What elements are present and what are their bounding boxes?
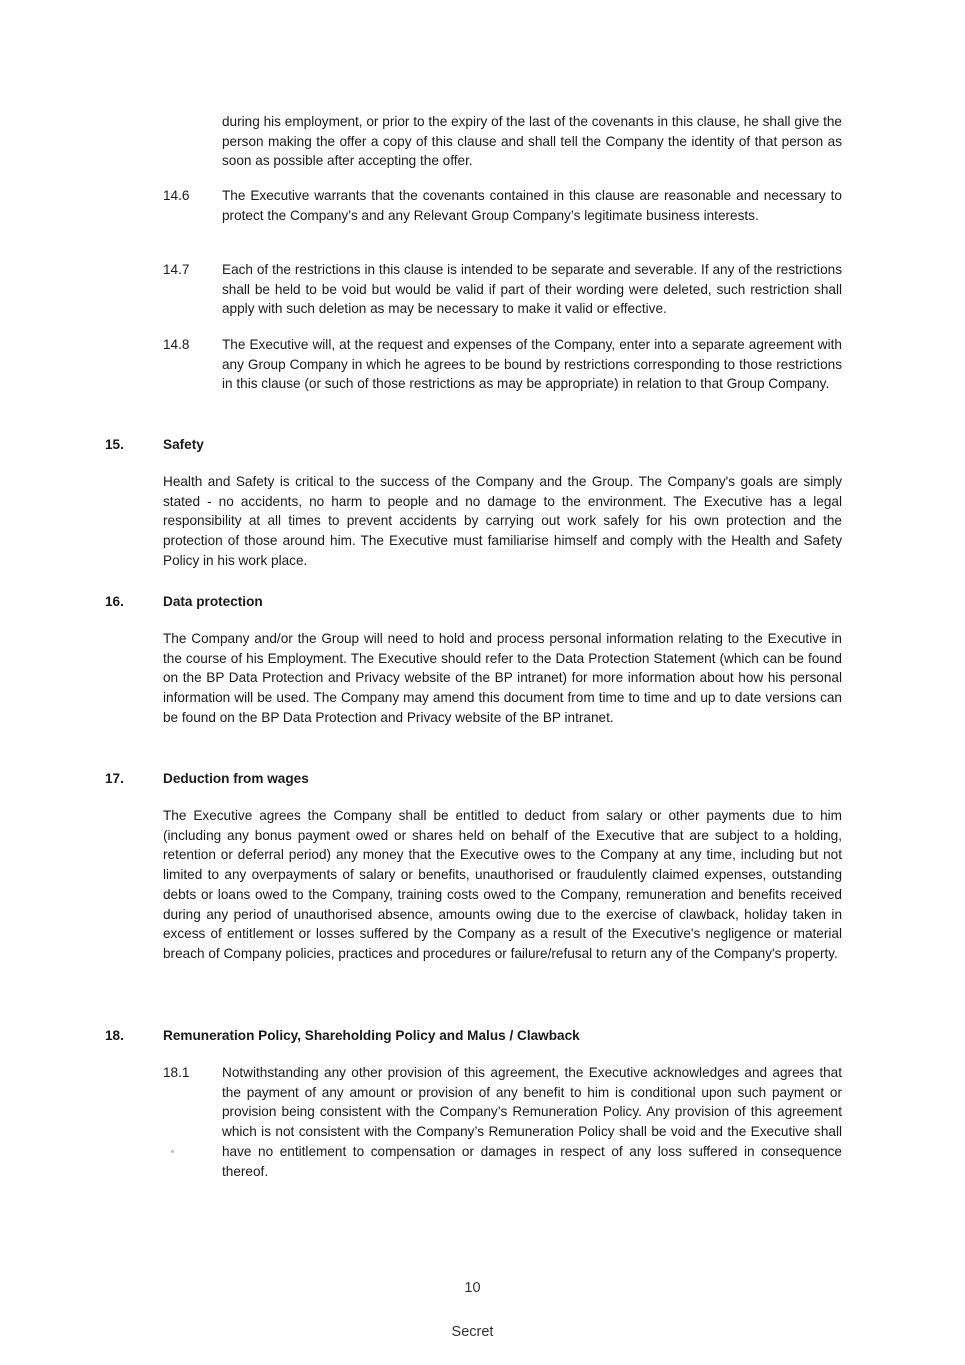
section-body: The Executive agrees the Company shall be entitled to deduct from salary or other payments due to him (including any bonus payment owed or shares held on behalf of the Executive that are subject to a holding, retention or deferral period) any money that the Executive owes to the Company at any time, including but not limited to any overpayments of salary or benefits, unauthorised or fraudulently claimed expenses, outstanding debts or loans owed to the Company, training costs owed to the Company, remuneration and benefits received during any period of unauthorised absence, amounts owing due to the exercise of clawback, holiday taken in excess of entitlement or losses suffered by the Company as a result of the Executive's negligence or material breach of Company policies, practices and procedures or failure/refusal to return any of the Company's property. [163,808,842,961]
clause-number: 14.8 [163,337,190,352]
classification-label: Secret [451,1324,494,1340]
section-body: Health and Safety is critical to the success of the Company and the Group. The Company's goals are simply stated - no accidents, no harm to people and no damage to the environment. The Executive has a legal responsibility at all times to prevent accidents by carrying out work safely for his own protection and the protection of those around him. The Executive must familiarise himself and comply with the Health and Safety Policy in his work place. [163,474,842,568]
section-number: 15. [105,437,124,452]
section-heading: Remuneration Policy, Shareholding Policy and Malus / Clawback [163,1028,580,1043]
clause-text: Notwithstanding any other provision of this agreement, the Executive acknowledges and agrees that the payment of any amount or provision of any benefit to him is conditional upon such payment or provision being consistent with the Company’s Remuneration Policy. Any provision of this agreement which is not consistent with the Company’s Remuneration Policy shall be void and the Executive shall have no entitlement to compensation or damages in respect of any loss suffered in consequence thereof. [222,1065,842,1179]
section-number: 17. [105,771,124,786]
clause-14-continuation: during his employment, or prior to the expiry of the last of the covenants in this clause, he shall give the person making the offer a copy of this clause and shall tell the Company the identity of that person as soon as possible after accepting the offer. [222,114,842,169]
section-number: 16. [105,594,124,609]
clause-text: The Executive will, at the request and expenses of the Company, enter into a separate agreement with any Group Company in which he agrees to be bound by restrictions corresponding to those restrictions in this clause (or such of those restrictions as may be appropriate) in relation to that Group Company. [222,337,842,392]
section-body: The Company and/or the Group will need to hold and process personal information relating to the Executive in the course of his Employment. The Executive should refer to the Data Protection Statement (which can be found on the BP Data Protection and Privacy website of the BP intranet) for more information about how his personal information will be used. The Company may amend this document from time to time and up to date versions can be found on the BP Data Protection and Privacy website of the BP intranet. [163,631,842,725]
page-number: 10 [464,1280,481,1296]
section-heading: Deduction from wages [163,771,309,786]
section-heading: Safety [163,437,204,452]
clause-number: 14.6 [163,188,190,203]
clause-text: Each of the restrictions in this clause is intended to be separate and severable. If any of the restrictions shall be held to be void but would be valid if part of their wording were deleted, such restriction shall apply with such deletion as may be necessary to make it valid or effective. [222,262,842,317]
clause-text: The Executive warrants that the covenants contained in this clause are reasonable and necessary to protect the Company’s and any Relevant Group Company’s legitimate business interests. [222,188,842,223]
section-number: 18. [105,1028,124,1043]
scan-speck [171,1150,174,1153]
clause-number: 14.7 [163,262,190,277]
clause-number: 18.1 [163,1065,190,1080]
section-heading: Data protection [163,594,263,609]
